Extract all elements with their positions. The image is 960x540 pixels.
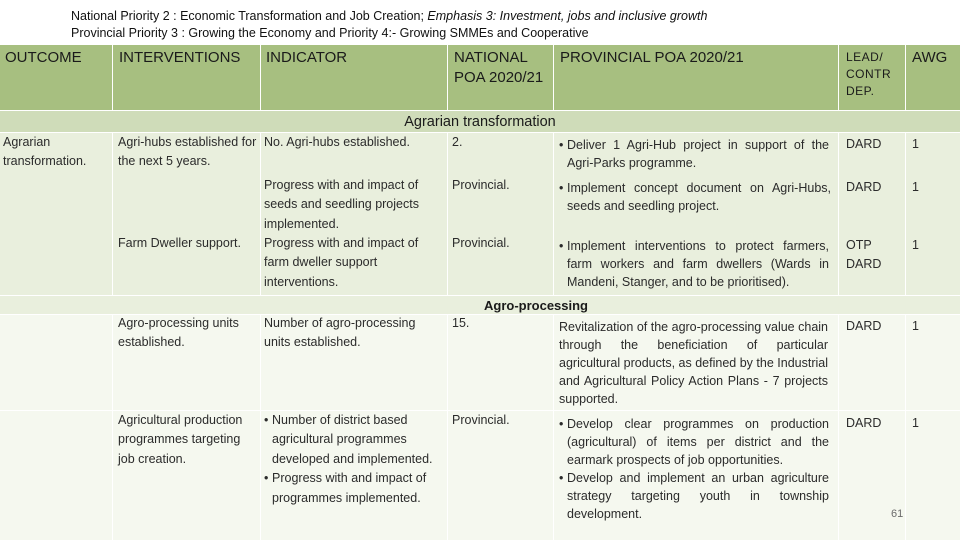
row4-awg: 1 <box>912 319 919 333</box>
grid-line <box>838 314 839 540</box>
grid-line <box>447 132 448 295</box>
row3-provincial <box>559 237 829 291</box>
row3-intervention: Farm Dweller support. <box>118 236 241 250</box>
grid-line <box>905 314 906 540</box>
slide-title <box>71 8 707 42</box>
header-provincial-poa: PROVINCIAL POA 2020/21 <box>560 49 744 66</box>
title-line-1-main: National Priority 2 : Economic Transformation and Job Creation; <box>71 9 428 23</box>
row4-indicator: Number of agro-processing units established. <box>264 316 416 350</box>
row2-national: Provincial. <box>452 178 510 192</box>
row2-lead: DARD <box>846 180 882 194</box>
grid-line <box>260 132 261 295</box>
section-title-agrarian: Agrarian transformation <box>404 114 556 130</box>
row1-intervention: Agri-hubs established for the next 5 years. <box>118 135 257 169</box>
grid-line <box>260 314 261 540</box>
row1-national: 2. <box>452 135 463 149</box>
row3-indicator: Progress with and impact of farm dweller support interventions. <box>264 236 419 289</box>
outcome-agrarian: Agrarian transformation. <box>3 135 87 169</box>
row5-lead: DARD <box>846 416 882 430</box>
row5-awg: 1 <box>912 416 919 430</box>
grid-line <box>553 314 554 540</box>
row3-awg: 1 <box>912 238 919 252</box>
title-line-1-emphasis: Emphasis 3: Investment, jobs and inclusive growth <box>427 9 708 23</box>
row1-provincial <box>559 136 829 172</box>
row5-provincial-bullet-2: • Develop and implement an urban agriculture strategy targeting youth in township development. <box>559 469 829 523</box>
row2-awg: 1 <box>912 180 919 194</box>
title-line-2: Provincial Priority 3 : Growing the Economy and Priority 4:- Growing SMMEs and Cooperative <box>71 26 589 40</box>
grid-line <box>112 45 113 110</box>
row4-lead: DARD <box>846 319 882 333</box>
grid-line <box>0 295 960 296</box>
row4-provincial: Revitalization of the agro-processing value chain through the beneficiation of particular agricultural products, as defined by the Industrial and Agricultural Policy Action Plans - 7 projects supported. <box>559 320 828 406</box>
grid-line <box>260 45 261 110</box>
header-lead-dep: LEAD/ CONTR DEP. <box>846 50 892 98</box>
row1-lead: DARD <box>846 137 882 151</box>
grid-line <box>112 132 113 295</box>
grid-line <box>838 132 839 295</box>
row2-provincial-bullet: • Implement concept document on Agri-Hubs, seeds and seedling project. <box>559 179 831 215</box>
row4-intervention: Agro-processing units established. <box>118 316 239 350</box>
row5-indicator-bullet-2: • Progress with and impact of programmes implemented. <box>264 469 444 508</box>
grid-line <box>447 45 448 110</box>
row3-provincial-bullet: • Implement interventions to protect farmers, farm workers and farm dwellers (Wards in Mandeni, Stanger, and to be prioritised). <box>559 237 829 291</box>
grid-line <box>447 314 448 540</box>
row2-indicator: Progress with and impact of seeds and seedling projects implemented. <box>264 178 419 231</box>
row5-provincial-bullet-1: • Develop clear programmes on production (agricultural) of items per district and the earmark prospects of job opportunities. <box>559 415 829 469</box>
header-outcome: OUTCOME <box>5 49 82 66</box>
row5-provincial <box>559 415 829 523</box>
grid-line <box>905 45 906 110</box>
header-indicator: INDICATOR <box>266 49 348 66</box>
row5-national: Provincial. <box>452 413 510 427</box>
row3-national: Provincial. <box>452 236 510 250</box>
grid-line <box>0 110 960 111</box>
header-interventions: INTERVENTIONS <box>119 49 241 66</box>
grid-line <box>838 45 839 110</box>
row4-national: 15. <box>452 316 470 330</box>
grid-line <box>905 132 906 295</box>
grid-line <box>112 314 113 540</box>
row1-indicator: No. Agri-hubs established. <box>264 135 410 149</box>
grid-line <box>553 45 554 110</box>
row5-indicator <box>264 411 444 508</box>
row1-awg: 1 <box>912 137 919 151</box>
row5-intervention: Agricultural production programmes targeting job creation. <box>118 413 243 466</box>
row5-indicator-bullet-1: • Number of district based agricultural programmes developed and implemented. <box>264 411 444 469</box>
header-national-poa: NATIONAL POA 2020/21 <box>454 49 544 86</box>
row3-lead: OTP DARD <box>846 238 882 272</box>
row1-provincial-bullet: • Deliver 1 Agri-Hub project in support of the Agri-Parks programme. <box>559 136 829 172</box>
header-awg: AWG <box>912 49 948 66</box>
section-title-agro: Agro-processing <box>483 298 588 313</box>
page-number: 61 <box>891 508 904 520</box>
row2-provincial <box>559 179 831 215</box>
grid-line <box>553 132 554 295</box>
title-line-1 <box>71 8 707 25</box>
